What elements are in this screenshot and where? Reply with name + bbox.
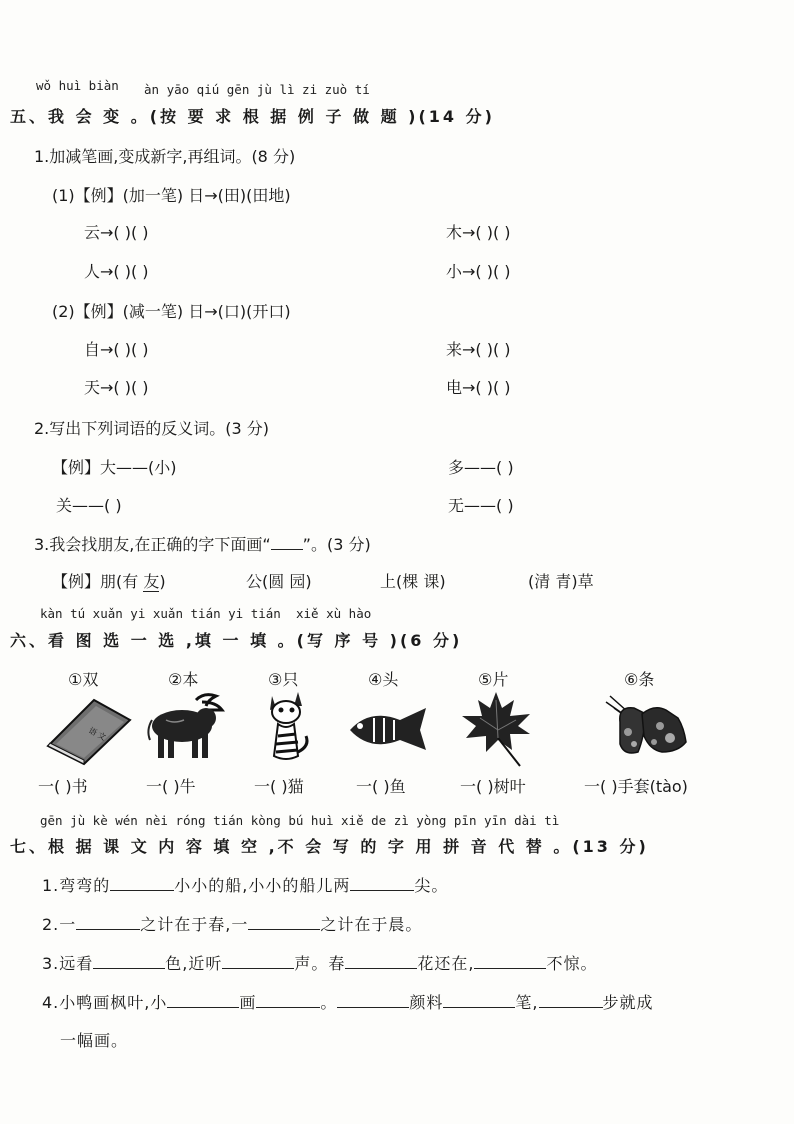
- blank[interactable]: [248, 915, 320, 930]
- q1-title: 1.加减笔画,变成新字,再组词。(8 分): [34, 147, 296, 166]
- blank[interactable]: [93, 954, 165, 969]
- option-tou: ④头: [368, 670, 399, 689]
- q2-title: 2.写出下列词语的反义词。(3 分): [34, 419, 270, 438]
- fish-icon: [346, 704, 430, 756]
- fill-gloves: 一( )手套(tào): [584, 777, 688, 796]
- q1-item-zi: 自→( )( ): [84, 340, 149, 359]
- q3-item-gong: 公(圆 园): [246, 572, 312, 591]
- blank[interactable]: [539, 993, 603, 1008]
- q1-item-dian: 电→( )( ): [446, 378, 511, 397]
- q1-item-lai: 来→( )( ): [446, 340, 511, 359]
- option-tiao: ⑥条: [624, 670, 655, 689]
- book-icon: [44, 694, 134, 766]
- option-ben: ②本: [168, 670, 199, 689]
- maple-leaf-icon: [460, 690, 534, 770]
- q1-item-yun: 云→( )( ): [84, 223, 149, 242]
- s7-line3: 3.远看 色,近听 声。春 花还在, 不惊。: [42, 954, 598, 973]
- q3-example: [52, 569, 166, 592]
- q2-example: 【例】大——(小): [52, 458, 177, 477]
- blank[interactable]: [345, 954, 417, 969]
- s7-line4: 4.小鸭画枫叶,小 画 。 颜料 笔, 步就成: [42, 993, 654, 1012]
- section7-pinyin: gēn jù kè wén nèi róng tián kòng bú huì xiě de zì yòng pīn yīn dài tì: [40, 813, 560, 828]
- section5-pinyin-a: wǒ huì biàn: [36, 78, 119, 93]
- q2-item-guan: 关——( ): [56, 496, 122, 515]
- fill-leaf: 一( )树叶: [460, 777, 526, 796]
- q3-example-underlined: 友: [143, 572, 160, 591]
- blank[interactable]: [443, 993, 515, 1008]
- q3-title: [34, 532, 371, 555]
- cat-icon: [262, 690, 312, 766]
- option-shuang: ①双: [68, 670, 99, 689]
- blank[interactable]: [222, 954, 294, 969]
- blank[interactable]: [110, 876, 174, 891]
- section7-title: 七、根 据 课 文 内 容 填 空 ,不 会 写 的 字 用 拼 音 代 替 。(13 分): [10, 837, 649, 856]
- q1-part1-example: (1)【例】(加一笔) 日→(田)(田地): [52, 186, 291, 205]
- blank[interactable]: [474, 954, 546, 969]
- q3-underline-sample: [271, 535, 303, 550]
- s7-line1: 1.弯弯的 小小的船,小小的船儿两 尖。: [42, 876, 449, 895]
- gloves-icon: [604, 692, 696, 762]
- q1-item-mu: 木→( )( ): [446, 223, 511, 242]
- fill-ox: 一( )牛: [146, 777, 196, 796]
- section6-pinyin-a: kàn tú xuǎn yi xuǎn tián yi tián: [40, 606, 281, 621]
- s7-line2: 2.一 之计在于春,一 之计在于晨。: [42, 915, 423, 934]
- section6-pinyin-b: xiě xù hào: [296, 606, 372, 621]
- fill-book: 一( )书: [38, 777, 88, 796]
- q1-item-ren: 人→( )( ): [84, 262, 149, 281]
- q1-item-tian: 天→( )( ): [84, 378, 149, 397]
- blank[interactable]: [167, 993, 239, 1008]
- option-zhi: ③只: [268, 670, 299, 689]
- q2-item-duo: 多——( ): [448, 458, 514, 477]
- q3-title-b: ”。(3 分): [302, 535, 371, 554]
- q3-item-cao: (清 青)草: [528, 572, 594, 591]
- q3-title-a: 3.我会找朋友,在正确的字下面画“: [34, 535, 271, 554]
- blank[interactable]: [256, 993, 320, 1008]
- option-pian: ⑤片: [478, 670, 509, 689]
- section5-pinyin-b: àn yāo qiú gēn jù lì zi zuò tí: [144, 82, 370, 97]
- fill-cat: 一( )猫: [254, 777, 304, 796]
- q3-example-b: ): [159, 572, 166, 591]
- fill-fish: 一( )鱼: [356, 777, 406, 796]
- ox-icon: [144, 690, 226, 766]
- blank[interactable]: [350, 876, 414, 891]
- blank[interactable]: [76, 915, 140, 930]
- section5-title: 五、我 会 变 。(按 要 求 根 据 例 子 做 题 )(14 分): [10, 107, 495, 126]
- q1-part2-example: (2)【例】(减一笔) 日→(口)(开口): [52, 302, 291, 321]
- q3-example-a: 【例】朋(有: [52, 572, 144, 591]
- blank[interactable]: [337, 993, 409, 1008]
- q1-item-xiao: 小→( )( ): [446, 262, 511, 281]
- section6-title: 六、看 图 选 一 选 ,填 一 填 。(写 序 号 )(6 分): [10, 631, 463, 650]
- q3-item-shang: 上(棵 课): [380, 572, 446, 591]
- s7-line5: 一幅画。: [60, 1031, 129, 1050]
- q2-item-wu: 无——( ): [448, 496, 514, 515]
- book-cover-label: 语 文: [87, 725, 108, 743]
